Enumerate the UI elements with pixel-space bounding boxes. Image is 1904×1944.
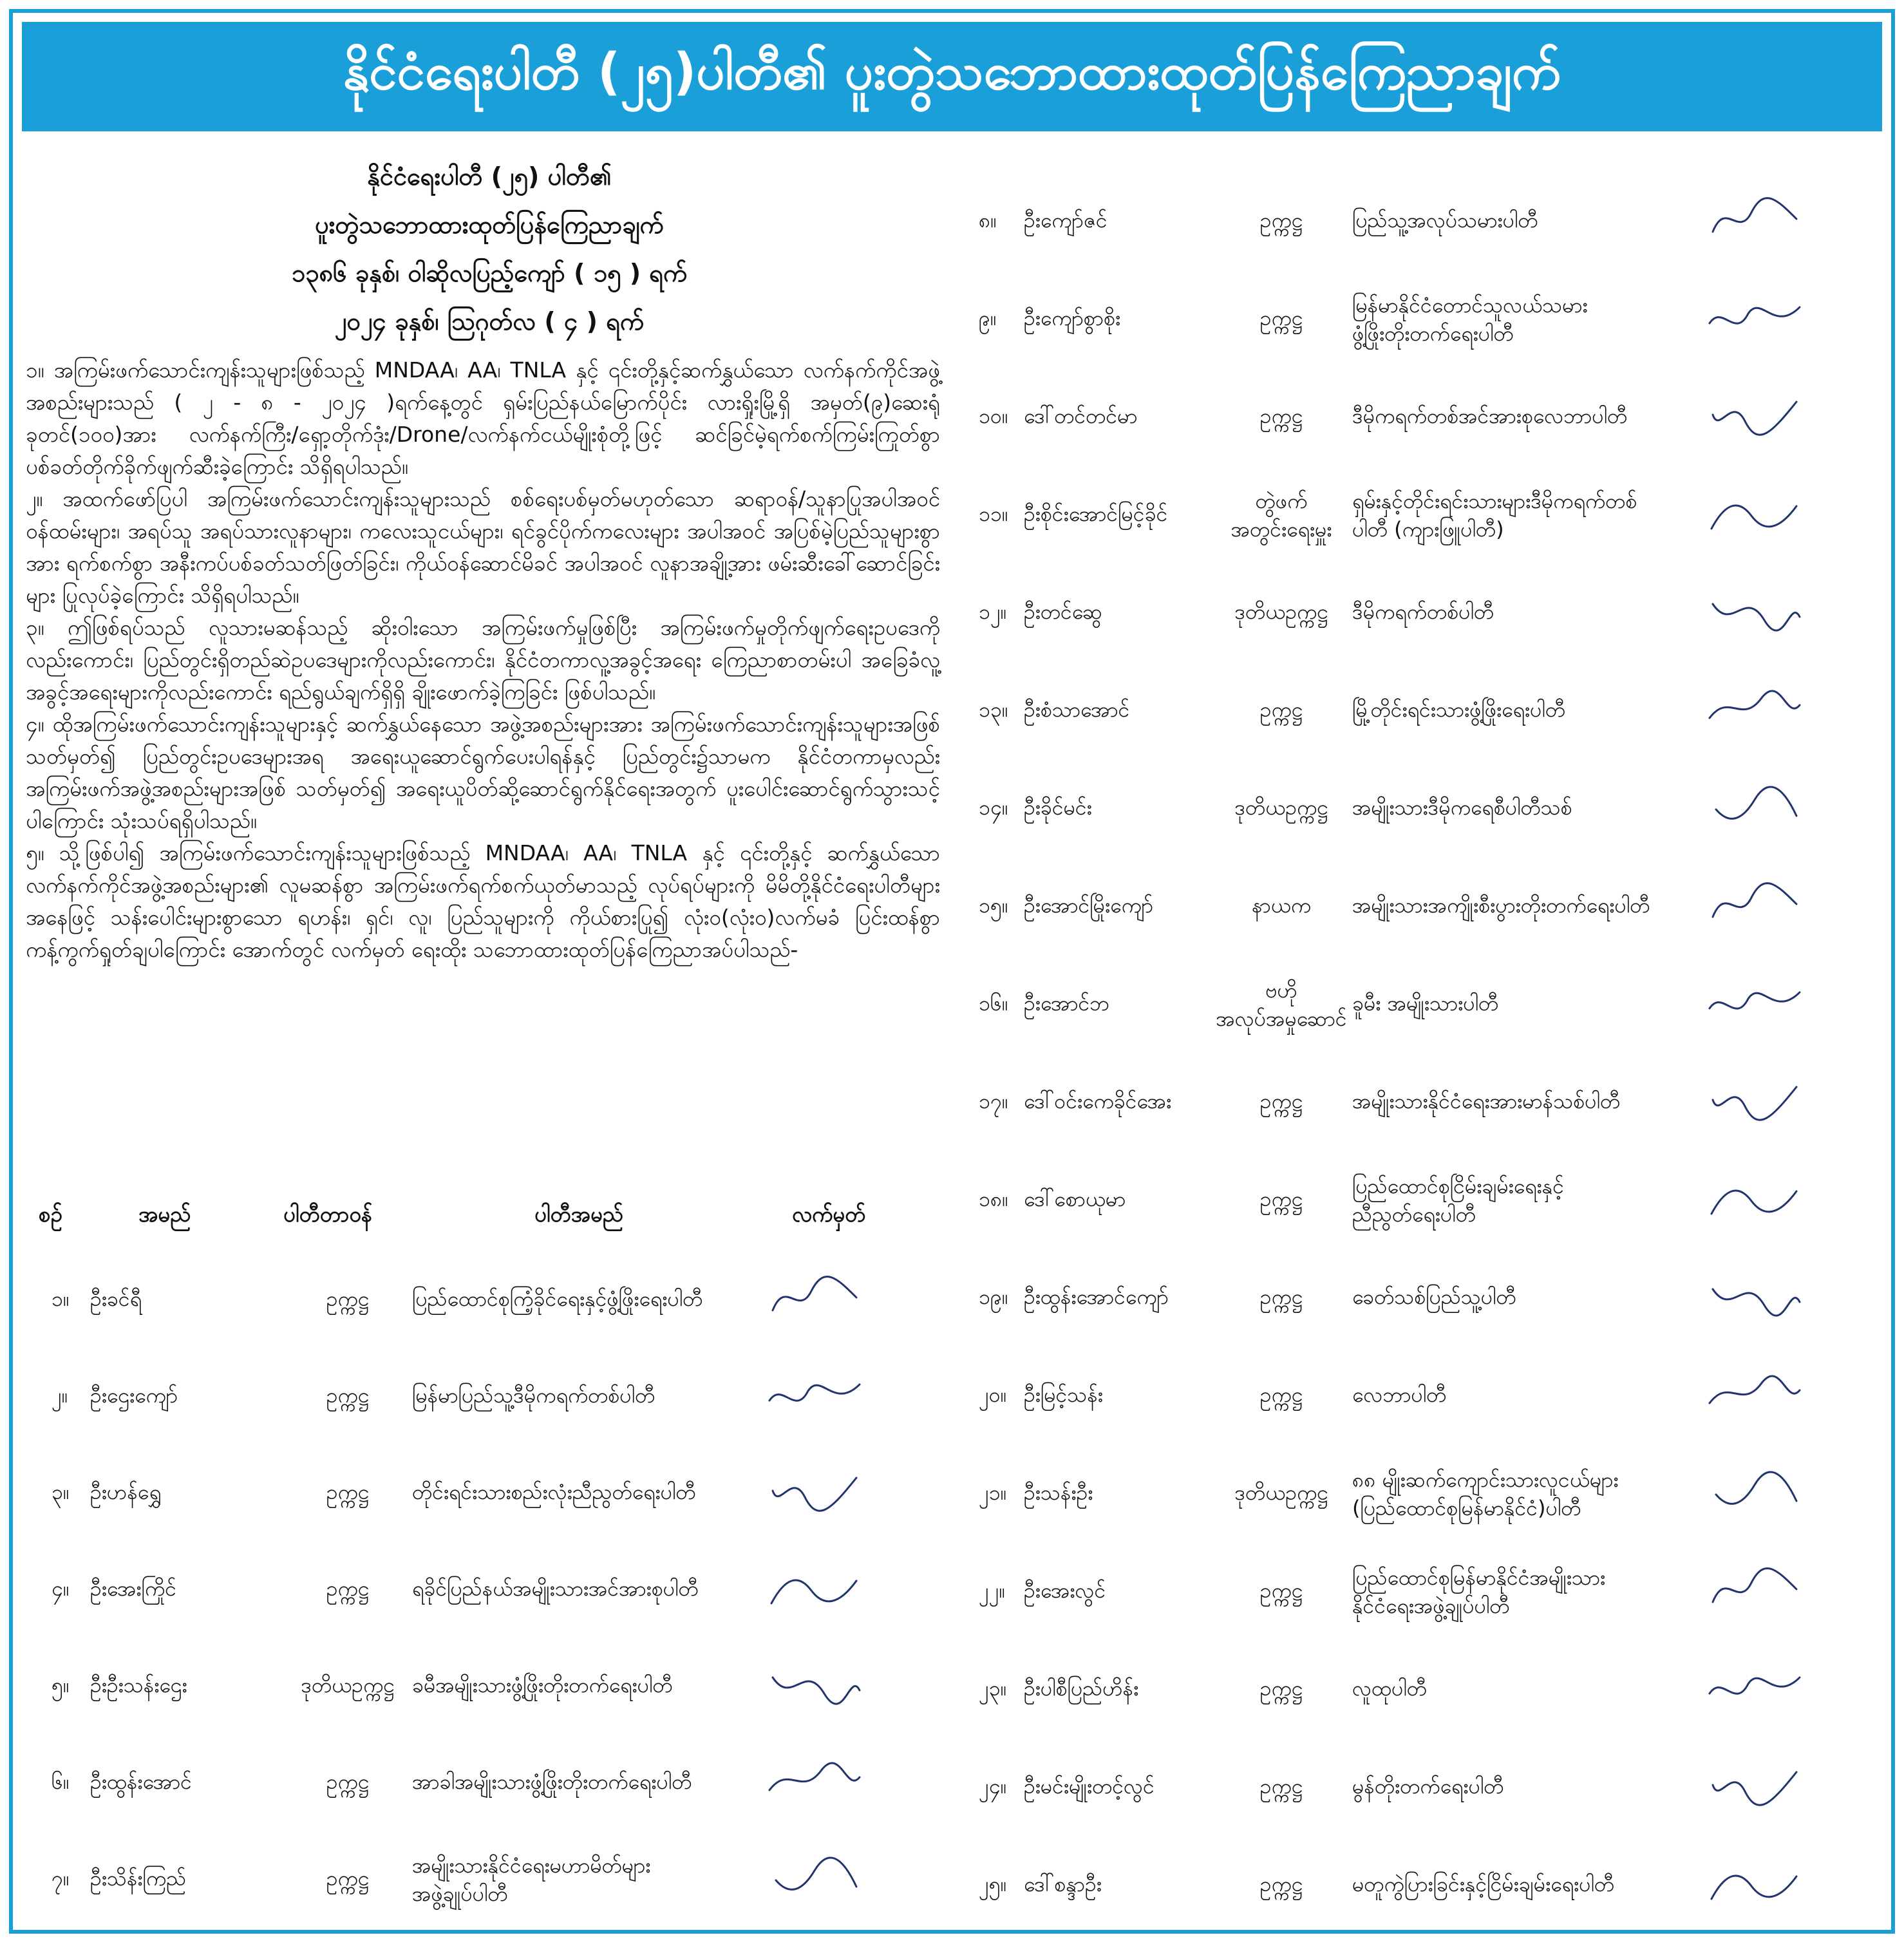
- signature-mark: [766, 1562, 863, 1613]
- signature-mark: [766, 1755, 863, 1806]
- signatory-row: [966, 291, 1880, 349]
- signatory-name: ဒေါ်တင်တင်မာ: [1024, 404, 1138, 428]
- signatory-name: ဦးမင်းမျိုးတင့်လွင်: [1024, 1774, 1155, 1798]
- header-position: ပါတီတာဝန်: [283, 1202, 372, 1227]
- party-position: ဥက္ကဋ္ဌ: [326, 1480, 370, 1504]
- party-name: ခေတ်သစ်ပြည်သူ့ပါတီ: [1352, 1285, 1516, 1309]
- row-number: ၂၁။: [979, 1480, 1007, 1505]
- signatory-row: [966, 487, 1880, 545]
- party-position: ဥက္ကဋ္ဌ: [1259, 1285, 1303, 1309]
- signature-mark: [1706, 1270, 1803, 1321]
- signatory-name: ဦးကျော်စွာစိုး: [1024, 306, 1121, 330]
- party-name: မြို့တိုင်းရင်းသားဖွံ့ဖြိုးရေးပါတီ: [1352, 697, 1565, 722]
- party-position: ဥက္ကဋ္ဌ: [1259, 697, 1303, 722]
- row-number: ၁၇။: [979, 1089, 1008, 1113]
- party-position: ဥက္ကဋ္ဌ: [326, 1769, 370, 1794]
- signatory-row: [26, 1562, 940, 1619]
- party-position: ဥက္ကဋ္ဌ: [1259, 1578, 1303, 1603]
- signatory-name: ဒေါ်ဝင်းကေခိုင်အေး: [1024, 1089, 1172, 1113]
- party-name: ဒီမိုကရက်တစ်ပါတီ: [1352, 599, 1494, 624]
- signatory-row: [26, 1658, 940, 1716]
- party-name: လေဘာပါတီ: [1352, 1383, 1447, 1407]
- party-name: ရှမ်းနှင့်တိုင်းရင်းသားများဒီမိုကရက်တစ် ပါတီ (ကျားဖြူပါတီ): [1352, 489, 1637, 542]
- signatory-name: ဦးစံသာအောင်: [1024, 697, 1130, 722]
- signature-mark: [1706, 1074, 1803, 1126]
- party-name: တိုင်းရင်းသားစည်းလုံးညီညွတ်ရေးပါတီ: [412, 1480, 696, 1504]
- party-name: မွန်တိုးတက်ရေးပါတီ: [1352, 1774, 1504, 1798]
- banner-title: နိုင်ငံရေးပါတီ (၂၅)ပါတီ၏ ပူးတွဲသဘောထားထုတ်ပြန်ကြေညာချက်: [22, 22, 1882, 131]
- signatory-row: [966, 878, 1880, 936]
- signatory-name: ဦးကျော်ဇင်: [1024, 208, 1108, 232]
- signature-mark: [1706, 1466, 1803, 1517]
- party-name: အမျိုးသားအကျိုးစီးပွားတိုးတက်ရေးပါတီ: [1352, 893, 1650, 918]
- signatory-name: ဦးအေးလွင်: [1024, 1578, 1106, 1603]
- party-position: နာယက: [1251, 893, 1312, 918]
- signatory-row: [966, 389, 1880, 447]
- header-name: အမည်: [138, 1202, 191, 1227]
- signature-mark: [1706, 1172, 1803, 1223]
- signatory-row: [26, 1755, 940, 1813]
- party-name: အမျိုးသားဒီမိုကရေစီပါတီသစ်: [1352, 795, 1572, 820]
- signature-mark: [1706, 389, 1803, 440]
- signature-mark: [1706, 193, 1803, 245]
- row-number: ၂၂။: [979, 1578, 1006, 1603]
- signatory-name: ဦးအောင်မြိုးကျော်: [1024, 893, 1153, 918]
- signatory-name: ဒေါ်စန္ဒာဦး: [1024, 1872, 1102, 1896]
- paragraph-1: ၁။ အကြမ်းဖက်သောင်းကျန်းသူများဖြစ်သည့် MNDAA၊ AA၊ TNLA နှင့် ၎င်းတို့နှင့်ဆက်နွှယ်သော လက်နက်ကိုင်အဖွဲ့အစည်းများသည် ( ၂ - ၈ - ၂၀၂၄ )ရက်နေ့တွင် ရှမ်းပြည်နယ်မြောက်ပိုင်း လားရှိုးမြို့ရှိ အမှတ်(၉)ဆေးရုံ ခုတင်(၁၀၀)အား လက်နက်ကြီး/ရှော့တိုက်ဒုံး/Drone/လက်နက်ငယ်မျိုးစုံတို့ဖြင့် ဆင်ခြင်မဲ့ရက်စက်ကြမ်းကြုတ်စွာ ပစ်ခတ်တိုက်ခိုက်ဖျက်ဆီးခဲ့ကြောင်း သိရှိရပါသည်။: [26, 357, 940, 479]
- row-number: ၁၄။: [979, 795, 1008, 820]
- row-number: ၁၈။: [979, 1187, 1008, 1211]
- signatory-name: ဦးတင်ဆွေ: [1024, 599, 1102, 624]
- party-name: မတူကွဲပြားခြင်းနှင့်ငြိမ်းချမ်းရေးပါတီ: [1352, 1872, 1614, 1896]
- signatory-name: ဦးဌေးကျော်: [90, 1383, 178, 1408]
- party-name: ရခိုင်ပြည်နယ်အမျိုးသားအင်အားစုပါတီ: [412, 1576, 699, 1601]
- signature-mark: [1706, 487, 1803, 538]
- signature-mark: [766, 1851, 863, 1903]
- row-number: ၆။: [52, 1769, 70, 1794]
- row-number: ၂၄။: [979, 1774, 1007, 1798]
- signatory-name: ဦးမြင့်သန်း: [1024, 1383, 1103, 1407]
- party-position: ဥက္ကဋ္ဌ: [326, 1383, 370, 1408]
- heading-line-3: ၁၃၈၆ ခုနှစ်၊ ဝါဆိုလပြည့်ကျော် ( ၁၅ ) ရက်: [291, 259, 688, 287]
- signatory-name: ဦးထွန်းအောင်: [90, 1769, 192, 1794]
- row-number: ၁၀။: [979, 404, 1008, 428]
- signatory-row: [966, 193, 1880, 251]
- party-name: မြန်မာပြည်သူ့ဒီမိုကရက်တစ်ပါတီ: [412, 1383, 655, 1408]
- signatory-row: [26, 1851, 940, 1909]
- signatory-row: [966, 1074, 1880, 1132]
- signatory-row: [966, 1661, 1880, 1719]
- party-name: ပြည်ထောင်စုကြံ့ခိုင်ရေးနှင့်ဖွံ့ဖြိုးရေးပါတီ: [412, 1287, 703, 1311]
- party-name: အမျိုးသားနိုင်ငံရေးမဟာမိတ်များ အဖွဲ့ချုပ်ပါတီ: [412, 1853, 651, 1906]
- signature-mark: [1706, 878, 1803, 930]
- header-no: စဉ်: [39, 1202, 62, 1227]
- party-name: အာခါအမျိုးသားဖွံ့ဖြိုးတိုးတက်ရေးပါတီ: [412, 1769, 692, 1794]
- party-name: မြန်မာနိုင်ငံတောင်သူလယ်သမား ဖွံ့ဖြိုးတိုးတက်ရေးပါတီ: [1352, 293, 1588, 346]
- paragraph-4: ၄။ ထိုအကြမ်းဖက်သောင်းကျန်းသူများနှင့် ဆက်နွှယ်နေသော အဖွဲ့အစည်းများအား အကြမ်းဖက်သောင်းကျန်းသူများအဖြစ်သတ်မှတ်၍ ပြည်တွင်းဥပဒေများအရ အရေးယူဆောင်ရွက်ပေးပါရန်နှင့် ပြည်တွင်း၌သာမက နိုင်ငံတကာမှလည်း အကြမ်းဖက်အဖွဲ့အစည်းများအဖြစ် သတ်မှတ်၍ အရေးယူပိတ်ဆို့ဆောင်ရွက်နိုင်ရေးအတွက် ပူးပေါင်းဆောင်ရွက်သွားသင့်ပါကြောင်း သုံးသပ်ရရှိပါသည်။: [26, 712, 940, 833]
- header-signature: လက်မှတ်: [792, 1202, 866, 1227]
- party-position: ဥက္ကဋ္ဌ: [1259, 1676, 1303, 1701]
- party-position: ဥက္ကဋ္ဌ: [1259, 1383, 1303, 1407]
- signature-mark: [1706, 780, 1803, 832]
- heading-line-4: ၂၀၂၄ ခုနှစ်၊ ဩဂုတ်လ ( ၄ ) ရက်: [334, 307, 645, 335]
- party-name: ပြည်ထောင်စုမြန်မာနိုင်ငံအမျိုးသား နိုင်ငံရေးအဖွဲ့ချုပ်ပါတီ: [1352, 1565, 1606, 1618]
- party-position: ဥက္ကဋ္ဌ: [1259, 1872, 1303, 1896]
- signature-mark: [1706, 683, 1803, 734]
- signature-mark: [1706, 1563, 1803, 1615]
- signatory-name: ဦးစိုင်းအောင်မြင့်ခိုင်: [1024, 502, 1168, 526]
- party-position: ဒုတိယဥက္ကဋ္ဌ: [1234, 795, 1328, 820]
- signatory-row: [966, 585, 1880, 643]
- row-number: ၄။: [52, 1576, 70, 1601]
- party-position: ဥက္ကဋ္ဌ: [1259, 1187, 1303, 1211]
- paragraph-3: ၃။ ဤဖြစ်ရပ်သည် လူသားမဆန်သည့် ဆိုးဝါးသော အကြမ်းဖက်မှုဖြစ်ပြီး အကြမ်းဖက်မှုတိုက်ဖျက်ရေးဥပဒေကိုလည်းကောင်း၊ ပြည်တွင်းရှိတည်ဆဲဥပဒေများကိုလည်းကောင်း၊ နိုင်ငံတကာလူ့အခွင့်အရေး ကြေညာစာတမ်းပါ အခြေခံလူ့အခွင့်အရေးများကိုလည်းကောင်း ရည်ရွယ်ချက်ရှိရှိ ချိုးဖောက်ခဲ့ကြခြင်း ဖြစ်ပါသည်။: [26, 615, 940, 704]
- header-party: ပါတီအမည်: [534, 1202, 623, 1227]
- signatory-name: ဦးဟန်ရွှေ: [90, 1480, 162, 1504]
- signatory-name: ဦးခင်ရီ: [90, 1287, 142, 1311]
- row-number: ၂၅။: [979, 1872, 1007, 1896]
- row-number: ၁၂။: [979, 599, 1007, 624]
- signature-mark: [1706, 1368, 1803, 1419]
- party-name: အမျိုးသားနိုင်ငံရေးအားမာန်သစ်ပါတီ: [1352, 1089, 1621, 1113]
- signatory-row: [966, 976, 1880, 1034]
- party-position: ဥက္ကဋ္ဌ: [1259, 208, 1303, 232]
- party-name: ခူမီး အမျိုးသားပါတီ: [1352, 991, 1499, 1015]
- party-position: ဥက္ကဋ္ဌ: [1259, 306, 1303, 330]
- signatory-row: [966, 1466, 1880, 1524]
- signature-mark: [766, 1272, 863, 1323]
- signature-mark: [1706, 291, 1803, 343]
- signatory-row: [966, 1857, 1880, 1915]
- signatory-row: [966, 1759, 1880, 1817]
- signatory-name: ဦးထွန်းအောင်ကျော်: [1024, 1285, 1169, 1309]
- signatory-row: [26, 1272, 940, 1330]
- statement-body: [26, 354, 940, 966]
- signature-mark: [1706, 1759, 1803, 1811]
- party-position: ဥက္ကဋ္ဌ: [1259, 1774, 1303, 1798]
- signatory-name: ဒေါ်စောယုမာ: [1024, 1187, 1126, 1211]
- signatory-name: ဦးသန်းဦး: [1024, 1480, 1093, 1505]
- row-number: ၉။: [979, 306, 997, 330]
- signatory-row: [966, 1270, 1880, 1328]
- row-number: ၁၉။: [979, 1285, 1008, 1309]
- row-number: ၁၅။: [979, 893, 1008, 918]
- party-position: ဥက္ကဋ္ဌ: [326, 1287, 370, 1311]
- row-number: ၁၃။: [979, 697, 1008, 722]
- party-name: ခမီအမျိုးသားဖွံ့ဖြိုးတိုးတက်ရေးပါတီ: [412, 1673, 673, 1697]
- party-position: ဒုတိယဥက္ကဋ္ဌ: [1234, 1480, 1328, 1505]
- signatory-name: ဦးပါစီပြည်ဟိန်း: [1024, 1676, 1139, 1701]
- row-number: ၇။: [52, 1866, 70, 1891]
- signature-mark: [1706, 1661, 1803, 1713]
- row-number: ၁၁။: [979, 502, 1008, 526]
- signatory-row: [26, 1465, 940, 1523]
- signatory-name: ဦးအေးကြိုင်: [90, 1576, 176, 1601]
- signature-mark: [1706, 976, 1803, 1028]
- signature-mark: [766, 1368, 863, 1420]
- signatory-row: [966, 1172, 1880, 1230]
- signatory-row: [26, 1368, 940, 1426]
- row-number: ၃။: [52, 1480, 70, 1504]
- row-number: ၁။: [52, 1287, 70, 1311]
- party-position: တွဲဖက် အတွင်းရေးမှူး: [1230, 489, 1332, 542]
- heading-line-2: ပူးတွဲသဘောထားထုတ်ပြန်ကြေညာချက်: [315, 211, 664, 239]
- party-name: လူထုပါတီ: [1352, 1676, 1427, 1701]
- row-number: ၈။: [979, 208, 997, 232]
- party-position: ဥက္ကဋ္ဌ: [326, 1576, 370, 1601]
- party-position: ဒုတိယဥက္ကဋ္ဌ: [301, 1673, 395, 1697]
- party-name: ပြည်သူ့အလုပ်သမားပါတီ: [1352, 208, 1538, 232]
- paragraph-2: ၂။ အထက်ဖော်ပြပါ အကြမ်းဖက်သောင်းကျန်းသူများသည် စစ်ရေးပစ်မှတ်မဟုတ်သော ဆရာဝန်/သူနာပြုအပါအဝင် ဝန်ထမ်းများ၊ အရပ်သူ အရပ်သားလူနာများ၊ ကလေးသူငယ်များ၊ ရင်ခွင်ပိုက်ကလေးများ အပါအဝင် အပြစ်မဲ့ပြည်သူများစွာအား ရက်စက်စွာ အနီးကပ်ပစ်ခတ်သတ်ဖြတ်ခြင်း၊ ကိုယ်ဝန်ဆောင်မိခင် အပါအဝင် လူနာအချို့အား ဖမ်းဆီးခေါ်ဆောင်ခြင်းများ ပြုလုပ်ခဲ့ကြောင်း သိရှိရပါသည်။: [26, 486, 940, 608]
- row-number: ၂။: [52, 1383, 68, 1408]
- signatory-row: [966, 683, 1880, 741]
- party-position: ဥက္ကဋ္ဌ: [1259, 404, 1303, 428]
- heading-line-1: နိုင်ငံရေးပါတီ (၂၅) ပါတီ၏: [367, 162, 612, 191]
- party-name: ၈၈ မျိုးဆက်ကျောင်းသားလူငယ်များ (ပြည်ထောင်စုမြန်မာနိုင်ငံ)ပါတီ: [1352, 1467, 1619, 1520]
- signature-mark: [766, 1658, 863, 1710]
- signatory-name: ဦးဦးသန်းဌေး: [90, 1673, 187, 1697]
- party-position: ဥက္ကဋ္ဌ: [1259, 1089, 1303, 1113]
- signatory-name: ဦးသိန်းကြည်: [90, 1866, 187, 1891]
- row-number: ၅။: [52, 1673, 70, 1697]
- signatory-row: [966, 1368, 1880, 1426]
- signatory-row: [966, 1563, 1880, 1621]
- party-name: ဒီမိုကရက်တစ်အင်အားစုလေဘာပါတီ: [1352, 404, 1628, 428]
- signatory-row: [966, 780, 1880, 838]
- signature-mark: [1706, 1857, 1803, 1909]
- row-number: ၂၀။: [979, 1383, 1007, 1407]
- signature-mark: [766, 1465, 863, 1516]
- party-name: ပြည်ထောင်စုငြိမ်းချမ်းရေးနှင့် ညီညွတ်ရေးပါတီ: [1352, 1174, 1564, 1227]
- signature-mark: [1706, 585, 1803, 636]
- party-position: ဗဟို အလုပ်အမှုဆောင်: [1216, 978, 1347, 1031]
- party-position: ဥက္ကဋ္ဌ: [326, 1866, 370, 1891]
- signatory-name: ဦးခိုင်မင်း: [1024, 795, 1092, 820]
- paragraph-5: ၅။ သို့ဖြစ်ပါ၍ အကြမ်းဖက်သောင်းကျန်းသူများဖြစ်သည့် MNDAA၊ AA၊ TNLA နှင့် ၎င်းတို့နှင့် ဆက်နွှယ်သော လက်နက်ကိုင်အဖွဲ့အစည်းများ၏ လူမဆန်စွာ အကြမ်းဖက်ရက်စက်ယုတ်မာသည့် လုပ်ရပ်များကို မိမိတို့နိုင်ငံရေးပါတီများအနေဖြင့် သန်းပေါင်းများစွာသော ရဟန်း၊ ရှင်၊ လူ၊ ပြည်သူများကို ကိုယ်စားပြု၍ လုံးဝ(လုံးဝ)လက်မခံ ပြင်းထန်စွာကန့်ကွက်ရှုတ်ချပါကြောင်း အောက်တွင် လက်မှတ် ရေးထိုး သဘောထားထုတ်ပြန်ကြေညာအပ်ပါသည်-: [26, 840, 940, 962]
- row-number: ၁၆။: [979, 991, 1008, 1015]
- signatory-name: ဦးအောင်ဘ: [1024, 991, 1110, 1015]
- row-number: ၂၃။: [979, 1676, 1007, 1701]
- party-position: ဒုတိယဥက္ကဋ္ဌ: [1234, 599, 1328, 624]
